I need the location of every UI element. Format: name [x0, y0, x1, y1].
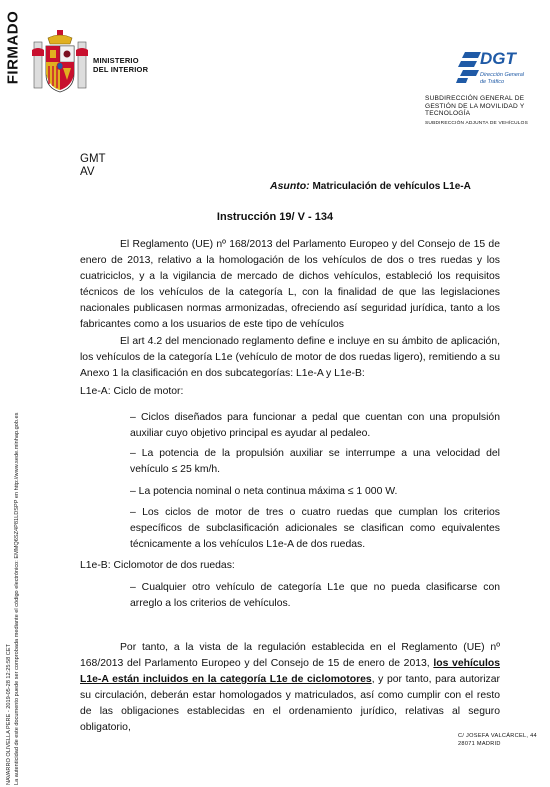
address-line-2: 28071 MADRID — [458, 740, 501, 747]
paragraph-1: El Reglamento (UE) nº 168/2013 del Parlamento Europeo y del Consejo de 15 de enero de 2013, relativo a la homologación de los vehículos de dos o tres ruedas y los cuatriciclos, y a la vigilancia de mercado de dichos vehículos, estableció los requisitos técnicos de los vehículos de la categoría L, con la finalidad de que las legislaciones nacionales publicasen normas armonizadas, ofreciendo así seguridad jurídica, tanto a los fabricantes como a los usuarios de este tipo de vehículos — [80, 239, 500, 330]
firmado-text: FIRMADO — [4, 10, 22, 85]
subdireccion-heading — [425, 95, 524, 118]
ministerio-line-2: DEL INTERIOR — [93, 65, 149, 74]
paragraph-3-emphasis: los vehículos L1e-A están incluidos en la categoría L1e de ciclomotores — [80, 658, 500, 685]
subdireccion-line-3: TECNOLOGÍA — [425, 110, 471, 117]
paragraph-3-end: , y por tanto, para autorizar su circulación, deberán estar homologados y matriculados, así como cumplir con el resto de las obligaciones establecidas en el ordenamiento jurídico, relativas al seguro obligatorio, — [80, 674, 500, 733]
recipients — [80, 153, 106, 179]
address-footer — [458, 733, 537, 748]
subject-label: Asunto: — [270, 180, 310, 192]
l1ea-item-3: – La potencia nominal o neta continua máxima ≤ 1 000 W. — [130, 486, 398, 497]
paragraph-2: El art 4.2 del mencionado reglamento define e incluye en su ámbito de aplicación, los vehículos de la categoría L1e (vehículo de motor de dos ruedas ligero), remitiendo a su Anexo 1 la clasificación en dos subcategorías: L1e-A y L1e-B: — [80, 336, 500, 379]
signature-line: NAVARRO OLIVELLA PERE - 2019-05-28 12:25:58 CET — [6, 644, 12, 785]
firmado-stamp — [4, 8, 22, 88]
address-line-1: C/ JOSEFA VALCÁRCEL, 44 — [458, 733, 537, 739]
instruction-number: Instrucción 19/ V - 134 — [216, 211, 334, 223]
recipient-av: AV — [80, 166, 95, 178]
l1ea-item-2: – La potencia de la propulsión auxiliar se interrumpe a una velocidad del vehículo ≤ 25 km/h. — [130, 448, 500, 475]
signature-side-note — [0, 340, 40, 785]
dgt-sub-line-2: de Tráfico — [480, 78, 505, 85]
l1ea-title: L1e-A: Ciclo de motor: — [80, 386, 184, 397]
subdireccion-line-2: GESTIÓN DE LA MOVILIDAD Y — [425, 102, 525, 110]
ministerio-line-1: MINISTERIO — [93, 56, 139, 65]
l1eb-item-1: – Cualquier otro vehículo de categoría L1e que no pueda clasificarse con arreglo a los criterios de vehículos. — [130, 582, 500, 609]
l1eb-title: L1e-B: Ciclomotor de dos ruedas: — [80, 560, 235, 571]
dgt-wordmark: DGT — [480, 49, 516, 68]
subdireccion-adjunta: SUBDIRECCIÓN ADJUNTA DE VEHÍCULOS — [425, 121, 528, 126]
paragraph-3 — [80, 640, 500, 736]
subdireccion-line-1: SUBDIRECCIÓN GENERAL DE — [425, 95, 525, 102]
paragraph-3-start: Por tanto, a la vista de la regulación establecida en el Reglamento (UE) nº 168/2013 del Parlamento Europeo y del Consejo de 15 de enero de 2013, — [80, 642, 500, 669]
recipient-gmt: GMT — [80, 153, 106, 165]
ministerio-heading — [93, 56, 148, 74]
subject-line — [270, 180, 471, 192]
verification-line: La autenticidad de este documento puede ser comprobada mediante el código electrónico: EMMQ6SZ4P81LDSPP en http://www.sede.minhap.gob.es — [14, 412, 20, 785]
subject-text: Matriculación de vehículos L1e-A — [312, 181, 471, 192]
dgt-logo-icon — [455, 50, 481, 84]
l1ea-item-1: – Ciclos diseñados para funcionar a pedal que cuentan con una propulsión auxiliar cuyo objetivo principal es ayudar al pedaleo. — [130, 412, 500, 439]
dgt-sub-line-1: Dirección General — [480, 72, 525, 78]
l1ea-item-4: – Los ciclos de motor de tres o cuatro ruedas que cumplan los criterios específicos de subclasificación adicionales se clasifican como equivalentes técnicamente a los vehículos L1e-A de dos ruedas. — [130, 507, 500, 550]
dgt-subtitle — [480, 72, 524, 85]
coat-of-arms-icon — [30, 28, 90, 98]
